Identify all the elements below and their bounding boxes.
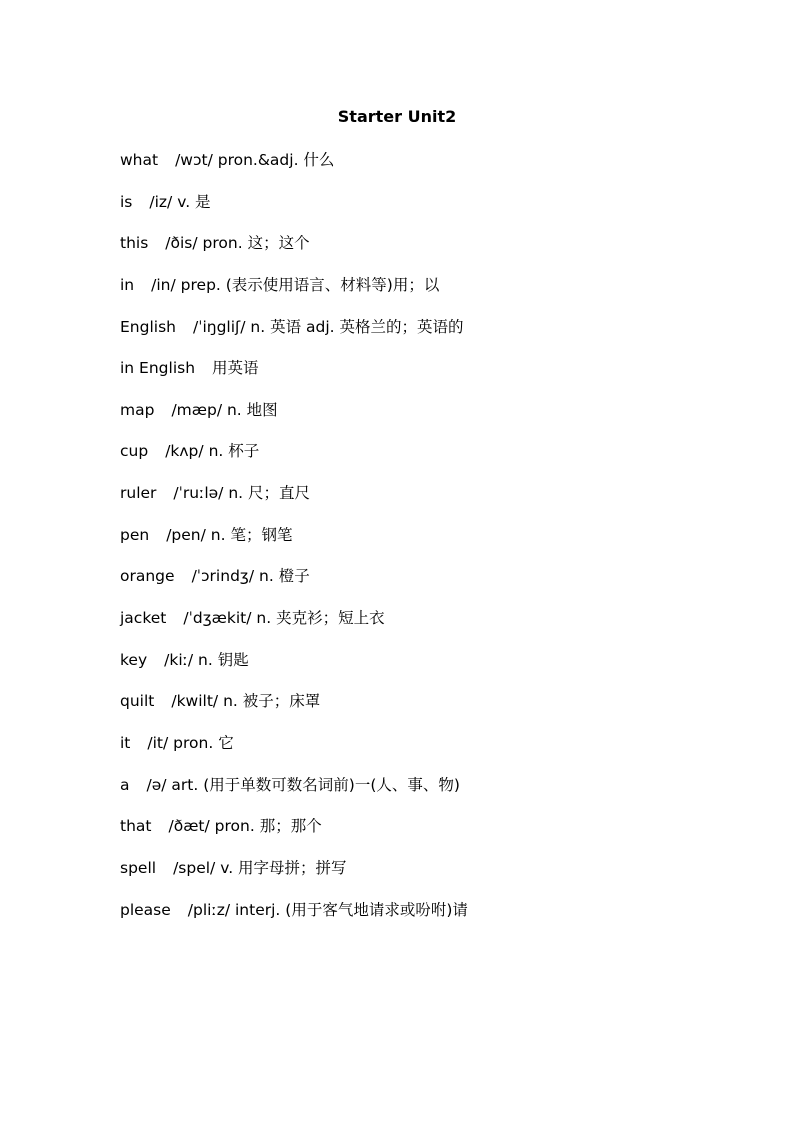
vocab-entry [120,191,740,233]
vocab-definition: pron. 这；这个 [202,234,310,253]
vocab-word: in English [120,359,196,378]
vocab-word: is [120,192,133,211]
vocab-entry [120,482,740,524]
vocab-definition: n. 夹克衫；短上衣 [256,609,385,628]
vocab-phonetic: /kʌp/ [165,442,204,461]
vocab-entry [120,232,740,274]
vocab-phonetic: /ˈiŋgliʃ/ [192,317,246,336]
vocab-entry [120,440,740,482]
vocab-definition: n. 橙子 [259,567,310,586]
vocab-phonetic: /in/ [151,275,176,294]
vocab-entry [120,899,740,941]
vocab-entry [120,149,740,191]
vocab-word: jacket [120,609,167,628]
vocab-phonetic: /pen/ [166,525,206,544]
page-title: Starter Unit2 [337,107,457,126]
vocab-entry [120,690,740,732]
vocab-phonetic: /kwilt/ [171,692,219,711]
vocab-entry [120,857,740,899]
vocab-word: English [120,317,176,336]
vocab-entry [120,815,740,857]
vocab-phonetic: /ðis/ [165,234,198,253]
vocab-definition: n. 杯子 [208,442,260,461]
vocab-entry [120,774,740,816]
vocab-entry [120,399,740,441]
vocab-definition: interj. (用于客气地请求或吩咐)请 [235,900,468,919]
vocab-phonetic: /mæp/ [171,400,223,419]
vocab-word: in [120,275,135,294]
vocab-definition: pron.&adj. 什么 [217,151,335,169]
vocab-word: a [120,775,130,794]
vocab-definition: pron. 那；那个 [214,817,322,836]
vocab-entry [120,524,740,566]
vocab-phonetic: /wɔt/ [175,151,213,169]
vocab-phonetic: /ðæt/ [168,817,210,836]
vocab-definition: n. 尺；直尺 [228,484,311,503]
vocab-definition: 用英语 [212,359,259,378]
vocab-definition: pron. 它 [173,733,234,752]
vocab-definition: n. 地图 [226,400,278,419]
vocab-phonetic: /pliːz/ [187,900,231,919]
vocabulary-list [120,149,740,940]
vocab-entry [120,732,740,774]
vocab-definition: art. (用于单数可数名词前)一(人、事、物) [171,775,460,794]
vocab-word: please [120,900,171,919]
vocab-phonetic: /ˈruːlə/ [173,484,224,503]
vocab-word: ruler [120,484,157,503]
vocab-word: spell [120,858,157,877]
vocab-entry [120,565,740,607]
vocab-word: that [120,817,152,836]
vocab-entry [120,607,740,649]
vocab-word: what [120,151,159,169]
vocab-definition: n. 被子；床罩 [223,692,321,711]
vocab-word: pen [120,525,150,544]
vocab-definition: n. 钥匙 [198,650,249,669]
vocab-definition: n. 英语 adj. 英格兰的；英语的 [250,317,464,336]
vocab-entry [120,357,740,399]
vocab-definition: prep. (表示使用语言、材料等)用；以 [180,275,440,294]
vocab-word: cup [120,442,149,461]
vocab-word: map [120,400,155,419]
vocab-definition: n. 笔；钢笔 [210,525,293,544]
vocab-phonetic: /kiː/ [164,650,194,669]
vocab-phonetic: /ˈdʒækit/ [183,609,252,628]
vocab-entry [120,316,740,358]
vocab-word: quilt [120,692,155,711]
vocab-definition: v. 是 [177,192,211,211]
vocab-word: this [120,234,149,253]
vocab-word: key [120,650,148,669]
vocab-phonetic: /it/ [147,733,169,752]
vocab-phonetic: /spel/ [173,858,216,877]
vocab-definition: v. 用字母拼；拼写 [220,858,347,877]
vocab-phonetic: /ˈɔrindʒ/ [191,567,255,586]
vocab-phonetic: /ə/ [146,775,167,794]
vocab-entry [120,649,740,691]
vocab-word: it [120,733,131,752]
vocab-word: orange [120,567,175,586]
vocab-entry [120,274,740,316]
vocab-phonetic: /iz/ [149,192,173,211]
